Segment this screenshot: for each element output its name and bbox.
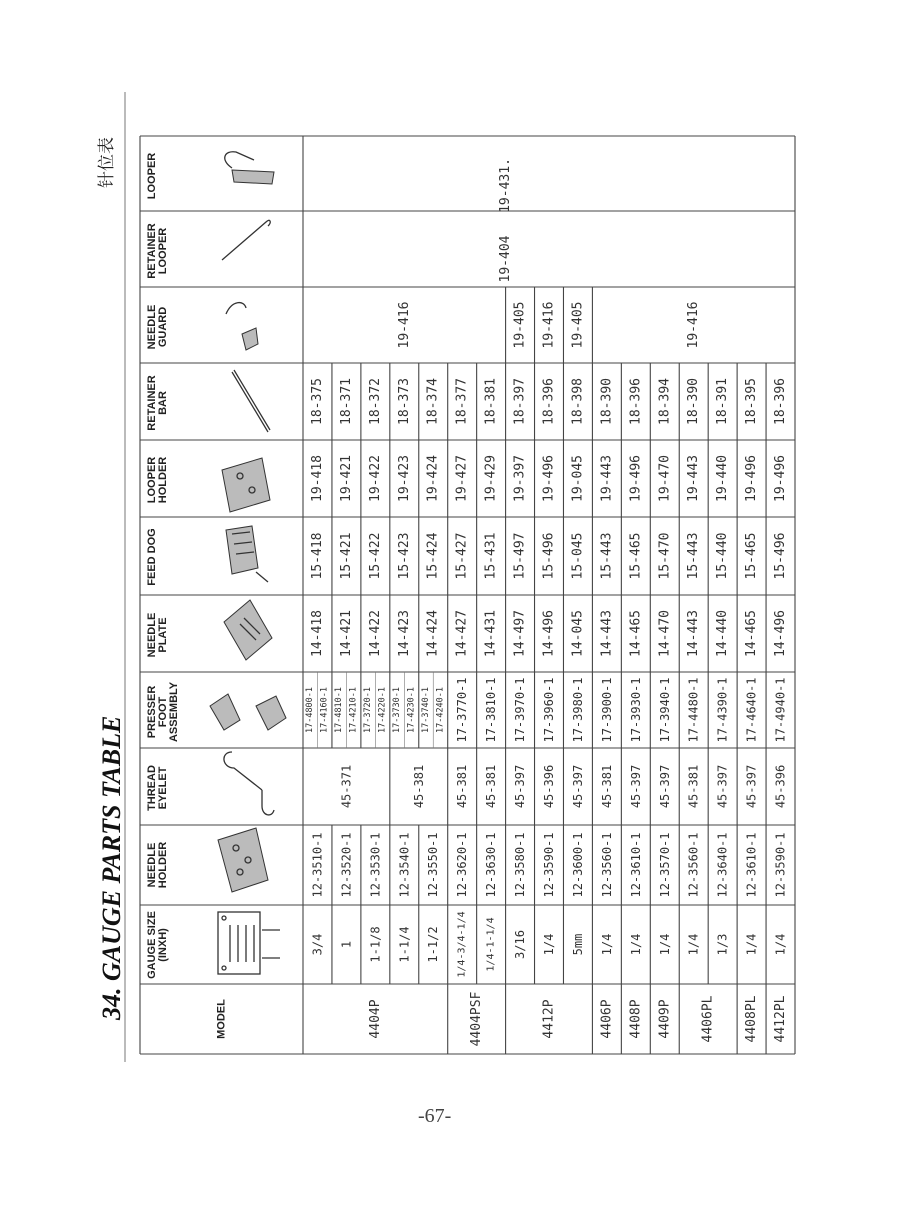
needle-plate-cell: 14-497 xyxy=(512,610,528,657)
feed-dog-cell: 15-422 xyxy=(367,532,383,580)
needle-guard-cell: 19-405 xyxy=(512,301,528,349)
header-gauge: GAUGE SIZE xyxy=(146,911,158,979)
needle-holder-cell: 12-3560-1 xyxy=(599,832,614,898)
model-cell: 4408PL xyxy=(744,995,760,1043)
retainer-bar-cell: 18-381 xyxy=(483,378,499,425)
feed-dog-cell: 15-443 xyxy=(599,532,615,580)
needle-plate-cell: 14-424 xyxy=(425,610,441,657)
feed-dog-cell: 15-496 xyxy=(541,532,557,580)
header-needle-guard: GUARD xyxy=(157,306,169,348)
presser-foot-cell: 17-4640-1 xyxy=(744,677,759,743)
looper-icon xyxy=(225,152,274,184)
needle-holder-cell: 12-3530-1 xyxy=(368,832,383,898)
gauge-cell: 1/4 xyxy=(599,933,614,956)
needle-holder-cell: 12-3590-1 xyxy=(542,832,556,898)
feed-dog-icon xyxy=(226,526,268,582)
header-looper: LOOPER xyxy=(146,152,158,200)
retainer-bar-cell: 18-396 xyxy=(628,378,644,425)
retainer-bar-icon xyxy=(232,370,270,432)
feed-dog-cell: 15-497 xyxy=(512,532,528,580)
presser-foot-cell: 17-4160-1 xyxy=(319,686,330,734)
needle-plate-cell: 14-496 xyxy=(541,610,557,657)
needle-guard-icon xyxy=(226,303,258,350)
looper-holder-cell: 19-421 xyxy=(338,455,354,502)
feed-dog-cell: 15-470 xyxy=(657,532,673,580)
header-retainer-bar: RETAINER xyxy=(146,375,158,431)
needle-holder-cell: 12-3510-1 xyxy=(310,832,325,898)
page-title: 34. GAUGE PARTS TABLE xyxy=(97,715,126,1020)
presser-foot-cell: 17-3980-1 xyxy=(570,677,585,743)
retainer-bar-cell: 18-398 xyxy=(570,378,586,425)
header-presser-foot: FOOT xyxy=(157,696,169,728)
header-needle-holder: NEEDLE xyxy=(146,842,158,888)
thread-eyelet-cell: 45-371 xyxy=(339,764,354,809)
presser-foot-cell: 17-4940-1 xyxy=(773,677,788,743)
thread-eyelet-cell: 45-397 xyxy=(744,764,759,809)
needle-holder-cell: 12-3610-1 xyxy=(628,832,643,898)
feed-dog-cell: 15-440 xyxy=(715,532,731,580)
looper-holder-cell: 19-496 xyxy=(628,455,644,502)
thread-eyelet-cell: 45-381 xyxy=(599,764,614,809)
needle-holder-cell: 12-3600-1 xyxy=(570,832,585,898)
needle-holder-cell: 12-3540-1 xyxy=(397,832,412,898)
feed-dog-cell: 15-443 xyxy=(686,532,702,580)
model-cell: 4412P xyxy=(541,999,557,1039)
needle-plate-cell: 14-427 xyxy=(454,610,470,657)
gauge-cell: 1/4 xyxy=(686,933,701,956)
gauge-cell: 1/4 xyxy=(628,933,643,956)
looper-holder-cell: 19-470 xyxy=(657,455,673,502)
needle-holder-cell: 12-3640-1 xyxy=(715,832,730,898)
gauge-cell: 1-1/4 xyxy=(397,926,412,963)
thread-eyelet-cell: 45-397 xyxy=(513,764,528,809)
feed-dog-cell: 15-421 xyxy=(338,532,354,580)
thread-eyelet-cell: 45-397 xyxy=(657,764,672,809)
needle-holder-icon xyxy=(218,828,268,892)
feed-dog-cell: 15-418 xyxy=(309,532,325,580)
header-needle-plate: PLATE xyxy=(157,617,169,653)
needle-plate-cell: 14-465 xyxy=(744,610,760,657)
header-needle-plate: NEEDLE xyxy=(146,612,158,658)
presser-foot-cell: 17-3960-1 xyxy=(542,677,556,743)
gauge-cell: 3/4 xyxy=(310,933,325,956)
needle-holder-cell: 12-3620-1 xyxy=(455,832,470,898)
needle-plate-cell: 14-470 xyxy=(657,610,673,657)
looper-cell: 19-431. xyxy=(498,158,514,213)
needle-plate-cell: 14-422 xyxy=(367,610,383,657)
looper-holder-cell: 19-397 xyxy=(512,455,528,502)
needle-plate-cell: 14-418 xyxy=(309,610,325,657)
retainer-bar-cell: 18-394 xyxy=(657,378,673,425)
model-cell: 4404P xyxy=(367,999,383,1039)
looper-holder-cell: 19-423 xyxy=(396,455,412,502)
model-cell: 4412PL xyxy=(773,995,789,1043)
feed-dog-cell: 15-431 xyxy=(483,532,499,580)
thread-eyelet-cell: 45-396 xyxy=(542,764,556,809)
retainer-bar-cell: 18-375 xyxy=(309,378,325,425)
looper-holder-cell: 19-496 xyxy=(541,455,557,502)
presser-foot-cell: 17-4810-1 xyxy=(334,686,345,734)
needle-holder-cell: 12-3570-1 xyxy=(657,832,672,898)
needle-plate-cell: 14-431 xyxy=(483,610,499,657)
header-gauge: (INXH) xyxy=(157,928,169,962)
presser-foot-cell: 17-3720-1 xyxy=(363,686,374,734)
table-body xyxy=(305,158,788,1046)
presser-foot-cell: 17-3900-1 xyxy=(599,677,614,743)
model-cell: 4406P xyxy=(599,999,615,1039)
retainer-bar-cell: 18-396 xyxy=(773,378,789,425)
presser-foot-cell: 17-3740-1 xyxy=(421,686,431,734)
looper-holder-cell: 19-443 xyxy=(599,455,615,502)
presser-foot-cell: 17-3940-1 xyxy=(657,677,672,743)
retainer-bar-cell: 18-391 xyxy=(715,378,731,425)
header-presser-foot: PRESSER xyxy=(146,685,158,739)
gauge-cell: 5mm xyxy=(570,933,585,956)
retainer-bar-cell: 18-371 xyxy=(338,378,354,425)
looper-holder-cell: 19-418 xyxy=(309,455,325,502)
gauge-cell: 1/4 xyxy=(744,933,759,956)
presser-foot-cell: 17-3970-1 xyxy=(513,677,528,743)
thread-eyelet-cell: 45-381 xyxy=(455,764,470,809)
retainer-bar-cell: 18-395 xyxy=(744,378,760,425)
gauge-cell: 1 xyxy=(339,940,354,949)
presser-foot-icon xyxy=(210,694,286,730)
needle-holder-cell: 12-3580-1 xyxy=(513,832,528,898)
needle-plate-cell: 14-465 xyxy=(628,610,644,657)
model-cell: 4408P xyxy=(628,999,644,1039)
presser-foot-cell: 17-4220-1 xyxy=(377,686,388,734)
needle-guard-cell: 19-405 xyxy=(570,301,586,349)
presser-foot-cell: 17-4480-1 xyxy=(686,677,701,743)
needle-plate-cell: 14-423 xyxy=(396,610,412,657)
looper-holder-cell: 19-496 xyxy=(773,455,789,502)
gauge-cell: 1/3 xyxy=(715,933,730,956)
needle-holder-cell: 12-3590-1 xyxy=(773,832,788,898)
thread-eyelet-cell: 45-381 xyxy=(686,764,701,809)
gauge-cell: 1/4 xyxy=(657,933,672,956)
model-cell: 4409P xyxy=(657,999,673,1039)
looper-holder-cell: 19-045 xyxy=(570,455,586,502)
thread-eyelet-cell: 45-397 xyxy=(570,764,585,809)
presser-foot-cell: 17-4230-1 xyxy=(406,686,417,734)
looper-holder-cell: 19-424 xyxy=(425,455,441,502)
needle-plate-cell: 14-496 xyxy=(773,610,789,657)
header-illustrations xyxy=(210,152,286,974)
needle-plate-icon xyxy=(224,600,272,660)
thread-eyelet-cell: 45-381 xyxy=(484,764,499,809)
presser-foot-cell: 17-3930-1 xyxy=(628,677,643,743)
needle-guard-cell: 19-416 xyxy=(686,301,702,349)
header-needle-guard: NEEDLE xyxy=(146,304,158,350)
header-needle-holder: HOLDER xyxy=(157,841,169,889)
header-feed-dog: FEED DOG xyxy=(146,528,158,586)
needle-plate-cell: 14-045 xyxy=(570,610,586,657)
header-retainer-bar: BAR xyxy=(157,391,169,415)
presser-foot-cell: 17-4210-1 xyxy=(348,686,359,734)
presser-foot-cell: 17-4240-1 xyxy=(435,686,446,734)
header-thread-eyelet: THREAD xyxy=(146,765,158,811)
header-model: MODEL xyxy=(215,999,228,1039)
thread-eyelet-icon xyxy=(224,752,274,815)
retainer-bar-cell: 18-374 xyxy=(425,378,441,425)
gauge-cell: 1/4-1-1/4 xyxy=(485,917,497,972)
looper-holder-cell: 19-440 xyxy=(715,455,731,502)
feed-dog-cell: 15-496 xyxy=(773,532,789,580)
retainer-bar-cell: 18-377 xyxy=(454,378,470,425)
header-retainer-looper: RETAINER xyxy=(146,223,158,279)
needle-guard-cell: 19-416 xyxy=(396,301,412,349)
looper-holder-cell: 19-443 xyxy=(686,455,702,502)
header-thread-eyelet: EYELET xyxy=(157,766,169,810)
gauge-cell: 1/4 xyxy=(773,933,788,956)
thread-eyelet-cell: 45-381 xyxy=(411,764,426,809)
presser-foot-cell: 17-3770-1 xyxy=(455,677,470,743)
gauge-cell: 1-1/2 xyxy=(426,926,441,963)
page-number: -67- xyxy=(418,1105,452,1127)
retainer-bar-cell: 18-373 xyxy=(396,378,412,425)
looper-holder-cell: 19-422 xyxy=(367,455,383,502)
feed-dog-cell: 15-424 xyxy=(425,532,441,580)
presser-foot-cell: 17-4390-1 xyxy=(715,677,730,743)
retainer-bar-cell: 18-397 xyxy=(512,378,528,425)
table-headers xyxy=(146,153,228,1039)
header-looper-holder: HOLDER xyxy=(157,456,169,504)
feed-dog-cell: 15-465 xyxy=(744,532,760,580)
gauge-cell: 1/4-3/4-1/4 xyxy=(456,911,468,978)
looper-holder-icon xyxy=(222,458,270,512)
presser-foot-cell: 17-3730-1 xyxy=(392,686,403,734)
retainer-looper-cell: 19-404 xyxy=(498,235,514,283)
feed-dog-cell: 15-423 xyxy=(396,532,412,580)
retainer-bar-cell: 18-372 xyxy=(367,378,383,425)
header-presser-foot: ASSEMBLY xyxy=(168,681,180,743)
feed-dog-cell: 15-045 xyxy=(570,532,586,580)
thread-eyelet-cell: 45-396 xyxy=(773,764,788,809)
gauge-cell: 1/4 xyxy=(542,933,556,956)
thread-eyelet-cell: 45-397 xyxy=(628,764,643,809)
feed-dog-cell: 15-465 xyxy=(628,532,644,580)
presser-foot-cell: 17-3810-1 xyxy=(484,677,499,743)
retainer-bar-cell: 18-390 xyxy=(599,378,615,425)
retainer-looper-icon xyxy=(222,220,270,260)
gauge-diagram-icon xyxy=(218,912,280,974)
needle-plate-cell: 14-443 xyxy=(599,610,615,657)
needle-plate-cell: 14-443 xyxy=(686,610,702,657)
header-retainer-looper: LOOPER xyxy=(157,227,169,275)
looper-holder-cell: 19-496 xyxy=(744,455,760,502)
needle-holder-cell: 12-3550-1 xyxy=(426,832,441,898)
looper-holder-cell: 19-427 xyxy=(454,455,470,502)
needle-holder-cell: 12-3610-1 xyxy=(744,832,759,898)
gauge-cell: 1-1/8 xyxy=(368,926,383,963)
needle-guard-cell: 19-416 xyxy=(541,301,557,349)
needle-plate-cell: 14-421 xyxy=(338,610,354,657)
thread-eyelet-cell: 45-397 xyxy=(715,764,730,809)
looper-holder-cell: 19-429 xyxy=(483,455,499,502)
retainer-bar-cell: 18-396 xyxy=(541,378,557,425)
feed-dog-cell: 15-427 xyxy=(454,532,470,580)
presser-foot-cell: 17-4800-1 xyxy=(305,686,316,734)
retainer-bar-cell: 18-390 xyxy=(686,378,702,425)
side-label: 针位表 xyxy=(97,137,117,188)
model-cell: 4406PL xyxy=(700,995,716,1043)
gauge-cell: 3/16 xyxy=(513,930,528,959)
needle-holder-cell: 12-3630-1 xyxy=(484,832,499,898)
model-cell: 4404PSF xyxy=(469,991,485,1047)
needle-holder-cell: 12-3560-1 xyxy=(686,832,701,898)
needle-holder-cell: 12-3520-1 xyxy=(339,832,354,898)
header-looper-holder: LOOPER xyxy=(146,456,158,504)
needle-plate-cell: 14-440 xyxy=(715,610,731,657)
